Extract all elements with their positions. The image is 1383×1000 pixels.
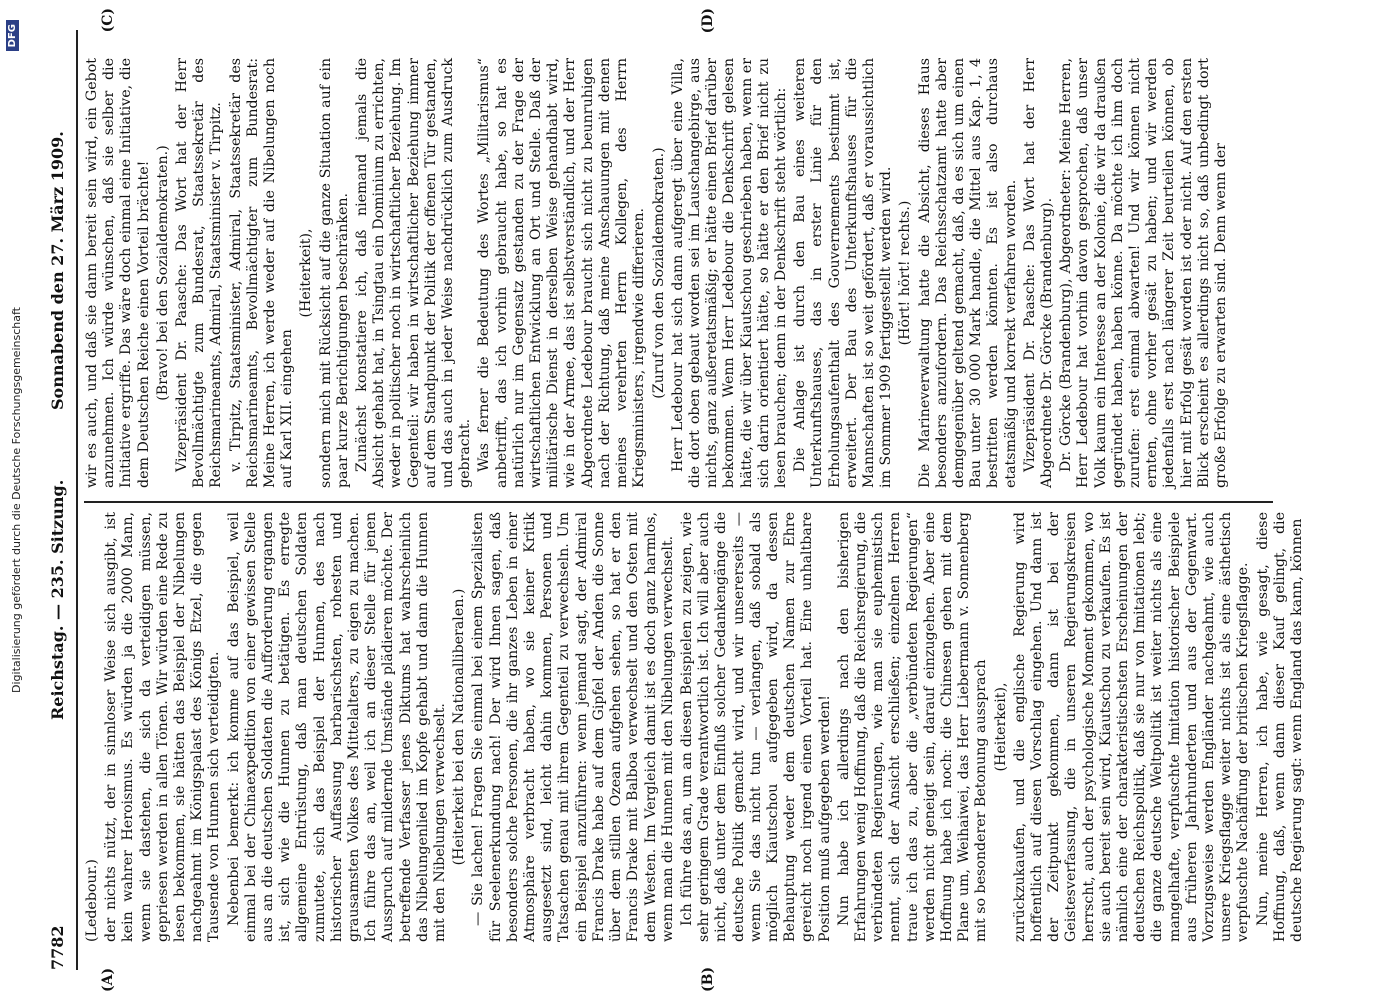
paragraph: Nun habe ich allerdings nach den bisherigen Erfahrungen wenig Hoffnung, daß die Reichsregierung, die verbündeten Regierungen, wie man sie euphemistisch nennt, sich der Ansicht erschließen; einzelnen Herren traue ich das zu, aber die „verbündeten Regierungen“ werden nicht geneigt sein, darauf einzugehen. Aber eine Hoffnung habe ich noch: die Chinesen gehen mit dem Plane um, Weihaiwei, das Herr Liebermann v. Sonnenberg mit so besonderer Betonung aussprach [835, 512, 990, 942]
header-title: Reichstag. — 235. Sitzung. [48, 479, 67, 720]
margin-letter-b: (B) [700, 966, 716, 992]
margin-letter-d: (D) [700, 8, 716, 34]
paragraph: Vizepräsident Dr. Paasche: Das Wort hat der Herr Abgeordnete Dr. Görcke (Brandenburg). [1021, 58, 1055, 488]
page-header [48, 30, 74, 970]
paragraph: zurückzukaufen, und die englische Regierung wird hoffentlich auf diesen Vorschlag eingehen. Und dann ist der Zeitpunkt gekommen, dann ist bei der Geistesverfassung, die in unseren Regierungskreisen herrscht, auch der psychologische Moment gekommen, wo sie auch bereit sein wird, Kiautschou zu verkaufen. Es ist nämlich eine der charakteristischsten Erscheinungen der deutschen Reichspolitik, daß sie nur von Imitationen lebt; die ganze deutsche Weltpolitik ist weiter nichts als eine mangelhafte, verpfuschte Imitation historischer Beispiele aus früheren Jahrhunderten und aus der Gegenwart. Vorzugsweise werden Engländer nachgeahmt, wie auch unsere Kriegsflagge weiter nichts ist als eine ästhetisch verpfuschte Nachäffung der britischen Kriegsflagge. [1011, 512, 1252, 942]
paragraph: Zunächst konstatiere ich, daß niemand jemals die Absicht gehabt hat, in Tsingtau ein Dominium zu errichten, weder in politischer noch in wirtschaftlicher Beziehung. Im Gegenteil: wir haben in wirtschaftlicher Beziehung immer auf dem Standpunkt der Politik der offenen Tür gestanden, und das auch in jeder Weise nachdrücklich zum Ausdruck gebracht. [354, 58, 474, 488]
paragraph: Nun, meine Herren, ich habe, wie gesagt, diese Hoffnung, daß, wenn dann dieser Kauf gelingt, die deutsche Regierung sagt: wenn England das kann, können [1254, 512, 1306, 942]
paragraph: sondern mich mit Rücksicht auf die ganze Situation auf ein paar kurze Berichtigungen beschränken. [317, 58, 351, 488]
paragraph: v. Tirpitz, Staatsminister, Admiral, Staatssekretär des Reichsmarineamts, Bevollmächtigter zum Bundesrat: Meine Herren, ich werde weder auf die Nibelungen noch auf Karl XII. eingehen [227, 58, 296, 488]
dfg-credit [10, 30, 23, 970]
column-divider [84, 501, 1273, 503]
interjection: (Zuruf von den Sozialdemokraten.) [650, 147, 667, 399]
page-number: 7782 [48, 925, 67, 970]
left-column [84, 512, 1308, 942]
quotation: Die Anlage ist durch den Bau eines weiteren Unterkunftshauses, das in erster Linie für den Erholungsaufenthalt des Gouvernements bestimmt ist, erweitert. Der Bau des Unterkunftshauses für die Mannschaften ist so weit gefördert, daß er voraussichtlich im Sommer 1909 fertiggestellt werden wird. [792, 58, 895, 488]
margin-letter-c: (C) [100, 8, 116, 33]
header-date: Sonnabend den 27. März 1909. [48, 131, 67, 410]
right-column [84, 58, 1232, 488]
paragraph: Dr. Görcke (Brandenburg), Abgeordneter: Meine Herren, Herr Ledebour hat vorhin davon gesprochen, daß unser Volk kaum ein Interesse an der Kolonie, die wir da draußen gegründet haben, haben könne. Da möchte ich ihm doch zurufen: erst einmal abwarten! Und wir können nicht ernten, ohne vorher gesät zu haben; und wir werden jedenfalls erst nach längerer Zeit beurteilen können, ob hier mit Erfolg gesät worden ist oder nicht. Auf den ersten Blick erscheint es allerdings nicht so, daß unbedingt dort große Erfolge zu erwarten sind. Denn wenn der [1058, 58, 1229, 488]
interjection: (Heiterkeit), [298, 228, 315, 318]
paragraph: Vizepräsident Dr. Paasche: Das Wort hat der Herr Bevollmächtigte zum Bundesrat, Staatssekretär des Reichsmarineamts, Admiral, Staatsminister v. Tirpitz. [174, 58, 225, 488]
dfg-logo: DFG [6, 20, 19, 51]
paragraph: der nichts nützt, der in sinnloser Weise sich ausgibt, ist kein wahrer Heroismus. Es würden ja die 2000 Mann, wenn sie dastehen, die sich da verteidigen müssen, gepriesen werden in allen Tönen. Wir würden eine Rede zu lesen bekommen, sie hätten das Beispiel der Nibelungen nachgeahmt im Königspalast des Königs Etzel, die gegen Tausende von Hunnen sich verteidigten. [103, 512, 223, 942]
interjection: (Bravo! bei den Sozialdemokraten.) [154, 145, 171, 401]
interjection: (Heiterkeit), [992, 682, 1009, 772]
margin-letter-a: (A) [100, 967, 116, 992]
interjection: (Hört! hört! rechts.) [897, 200, 914, 346]
interjection: (Heiterkeit bei den Nationalliberalen.) [451, 588, 468, 866]
paragraph: Nebenbei bemerkt: ich komme auf das Beispiel, weil einmal bei der Chinaexpedition von einer gewissen Stelle aus an die deutschen Soldaten die Aufforderung ergangen ist, sich wie die Hunnen zu betätigen. Es erregte allgemeine Entrüstung, daß man deutschen Soldaten zumutete, sich das Beispiel der Hunnen, des nach historischer Auffassung barbarischsten, rohesten und grausamsten Volkes des Mittelalters, zu eigen zu machen. Ich führe das an, weil ich an dieser Stelle für jenen Ausspruch auf mildernde Umstände plädieren möchte. Der betreffende Verfasser jenes Diktums hat wahrscheinlich das Nibelungenlied im Kopfe gehabt und dann die Hunnen mit den Nibelungen verwechselt. [225, 512, 449, 942]
paragraph: Herr Ledebour hat sich dann aufgeregt über eine Villa, die dort oben gebaut worden sei im Lauschangebirge, aus nichts, ganz außeretatsmäßig; er hätte einen Brief darüber bekommen. Wenn Herr Ledebour die Denkschrift gelesen hätte, die wir über Kiautschou geschrieben haben, wenn er sich darin orientiert hätte, so hätte er den Brief nicht zu lesen brauchen; denn in der Denkschrift steht wörtlich: [669, 58, 789, 488]
paragraph: Ich führe das an, um an diesen Beispielen zu zeigen, wie sehr geringem Grade verantwortlich ist. Ich will aber auch nicht, daß unter dem Einfluß solcher Gedankengänge die deutsche Politik gemacht wird, und wir unsererseits — wenn Sie das nicht tun — verlangen, daß sobald als möglich Kiautschou aufgegeben wird, da dessen Behauptung weder dem deutschen Namen zur Ehre gereicht noch irgend einen Vorteil hat. Eine unhaltbare Position muß aufgegeben werden! [678, 512, 833, 942]
dfg-credit-text: Digitalisierung gefördert durch die Deutsche Forschungsgemeinschaft [10, 307, 23, 693]
header-rule [76, 30, 78, 970]
speaker-tag: (Ledebour.) [84, 859, 100, 942]
paragraph: — Sie lachen! Fragen Sie einmal bei einem Spezialisten für Seelenerkundung nach! Der wird Ihnen sagen, daß besonders solche Personen, die ihr ganzes Leben in einer Atmosphäre verbracht haben, wo sie keiner Kritik ausgesetzt sind, leicht dahin kommen, Personen und Tatsachen genau mit ihrem Gegenteil zu verwechseln. Um ein Beispiel anzuführen: wenn jemand sagt, der Admiral Francis Drake habe auf dem Gipfel der Anden die Sonne über dem stillen Ozean aufgehen sehen, so hat er den Francis Drake mit Balboa verwechselt und den Osten mit dem Westen. Im Vergleich damit ist es doch ganz harmlos, wenn man die Hunnen mit den Nibelungen verwechselt. [470, 512, 676, 942]
paragraph: Was ferner die Bedeutung des Wortes „Militarismus“ anbetrifft, das ich vorhin gebraucht habe, so hat es natürlich nur im Gegensatz gestanden zu der Frage der wirtschaftlichen Entwicklung an Ort und Stelle. Daß der militärische Dienst in derselben Weise gehandhabt wird, wie in der Armee, das ist selbstverständlich, und der Herr Abgeordnete Ledebour braucht sich nicht zu beunruhigen nach der Richtung, daß meine Anschauungen mit denen meines verehrten Herrn Kollegen, des Herrn Kriegsministers, irgendwie differieren. [476, 58, 648, 488]
paragraph: Die Marineverwaltung hatte die Absicht, dieses Haus besonders anzufordern. Das Reichsschatzamt hatte aber demgegenüber geltend gemacht, daß, da es sich um einen Bau unter 30 000 Mark handle, die Mittel aus Kap. 1, 4 bestritten werden könnten. Es ist also durchaus etatsmäßig und korrekt verfahren worden. [916, 58, 1019, 488]
paragraph: wir es auch, und daß sie dann bereit sein wird, ein Gebot anzunehmen. Ich würde wünschen, daß sie selber die Initiative ergriffe. Das wäre doch einmal eine Initiative, die dem Deutschen Reiche einen Vorteil brächte! [84, 58, 152, 488]
